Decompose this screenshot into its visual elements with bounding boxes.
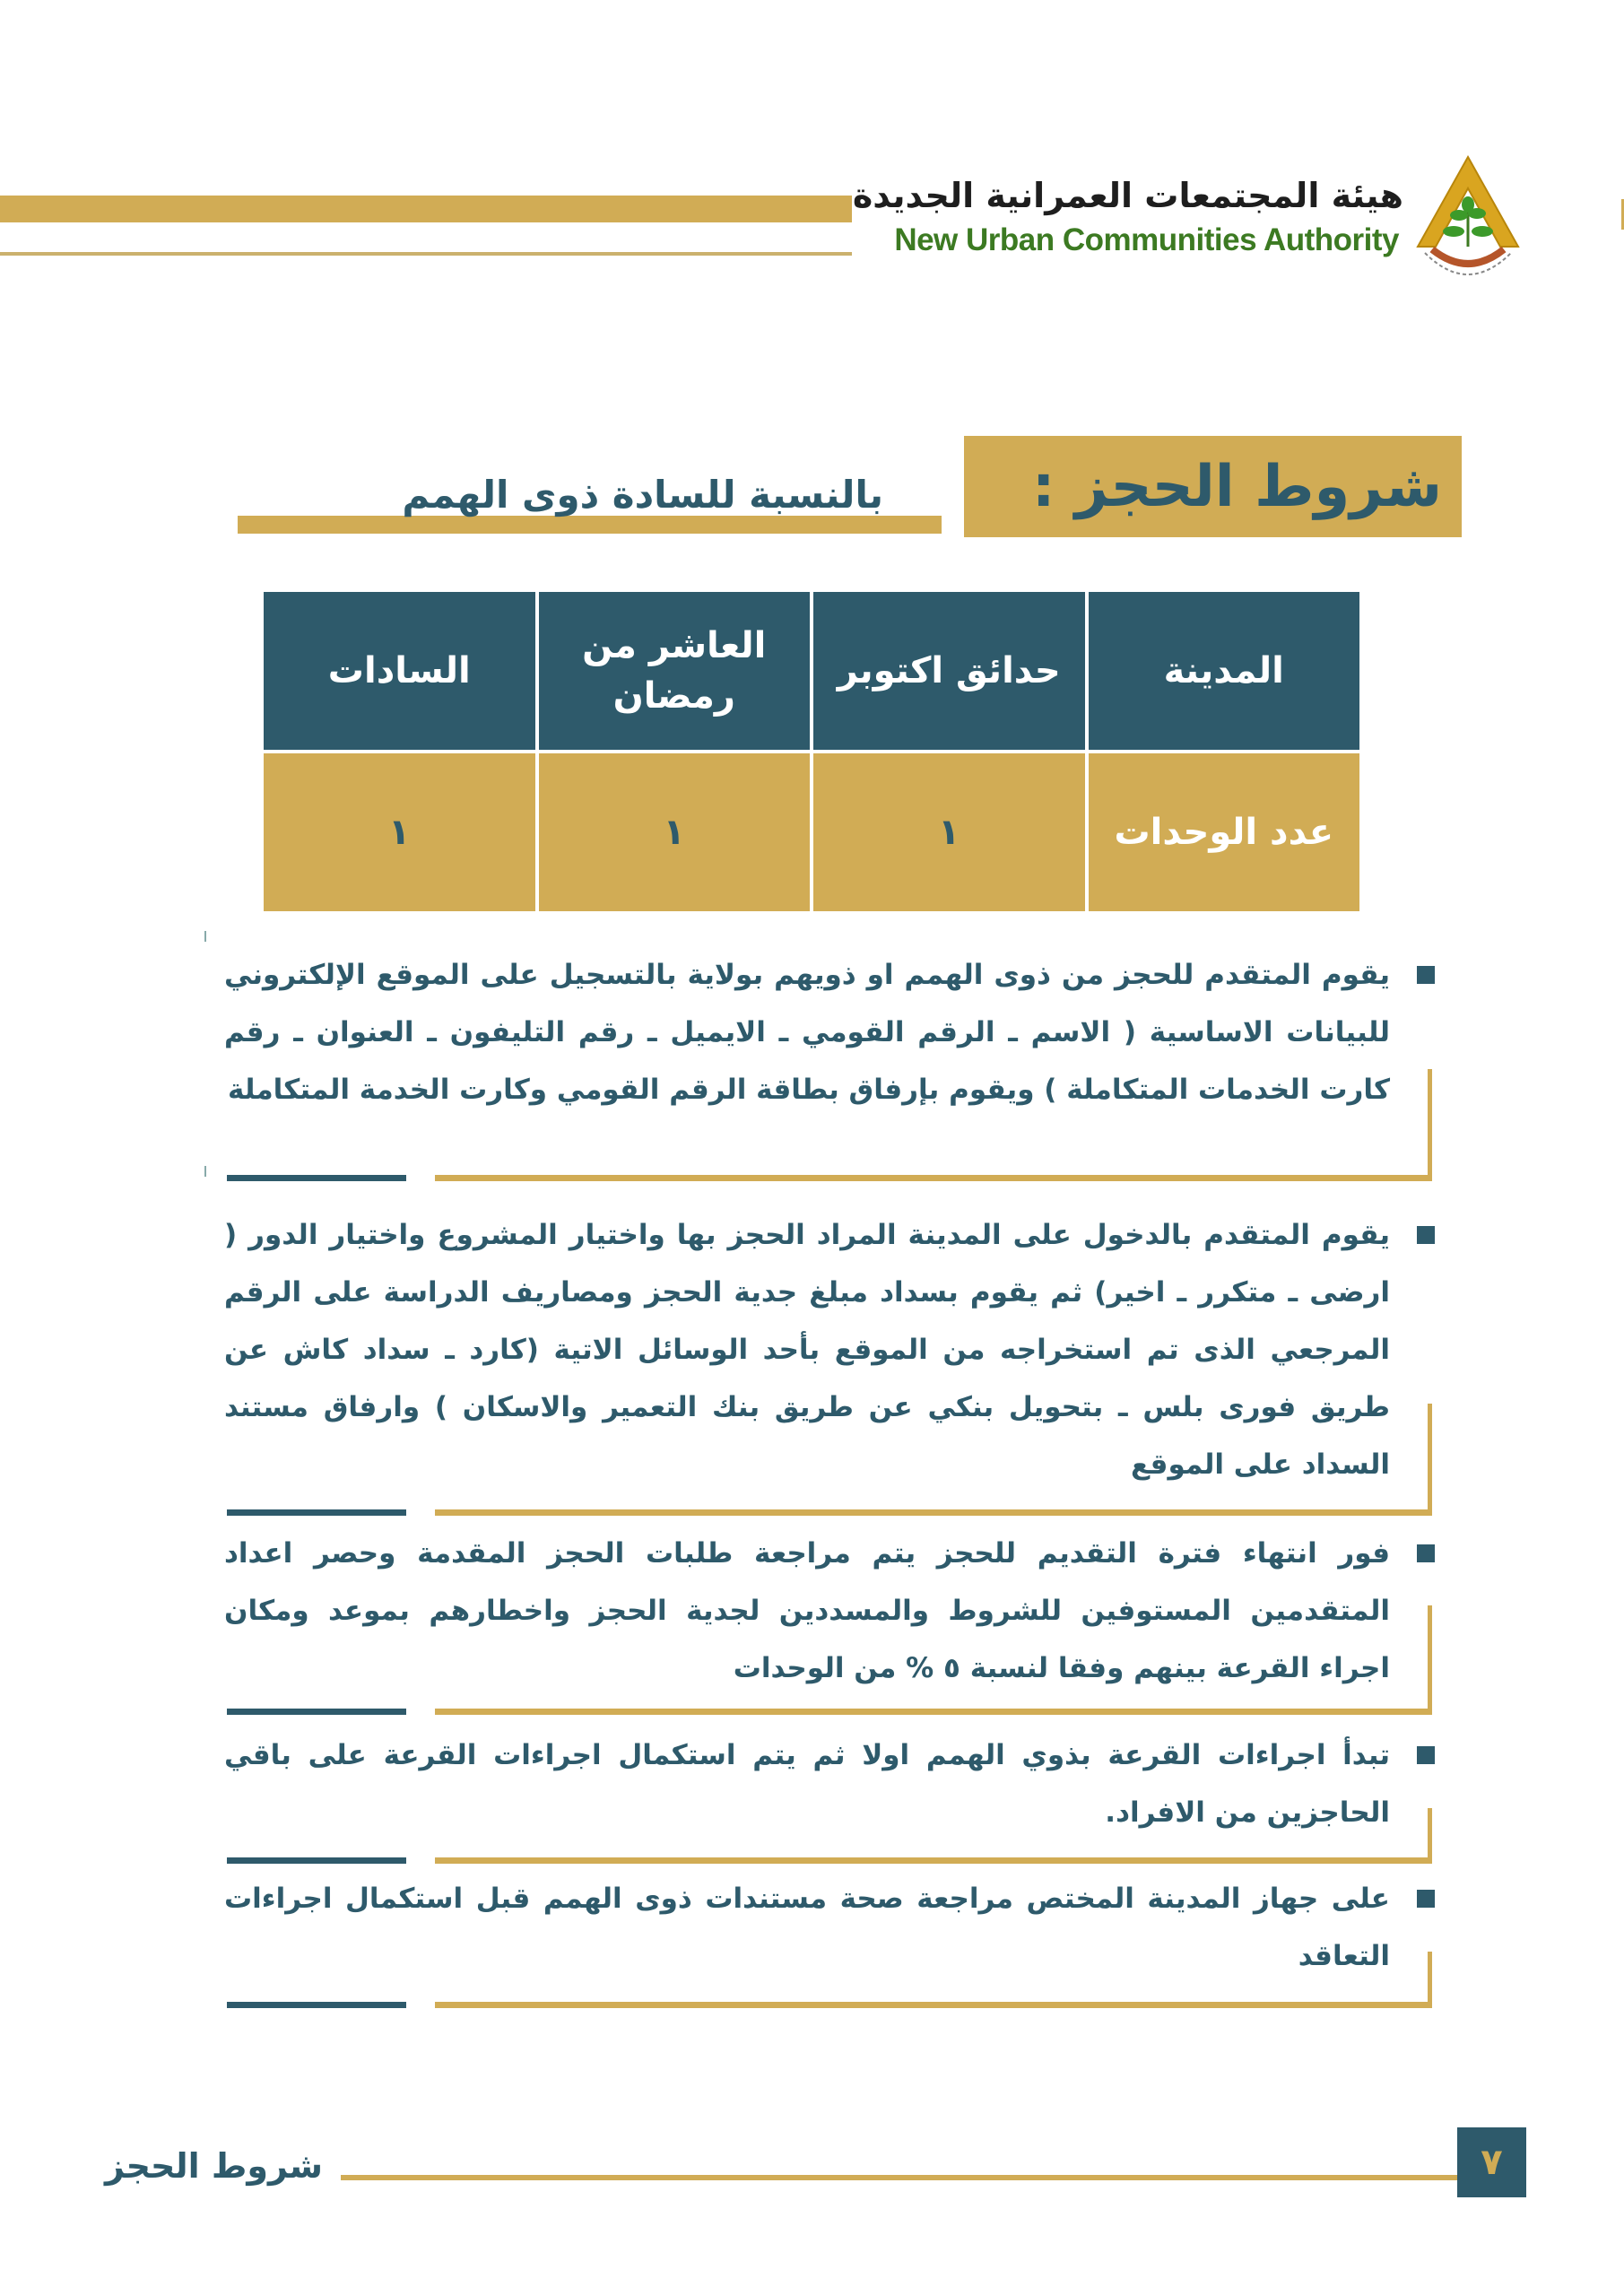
table-header-cell: المدينة [1089, 592, 1360, 750]
header-thin-line [0, 252, 852, 256]
square-bullet-icon [1417, 966, 1435, 984]
footer-section-title: شروط الحجز [104, 2146, 323, 2186]
page-title: شروط الحجز : [1031, 453, 1442, 520]
table-cell: ١ [813, 753, 1085, 911]
condition-text: تبدأ اجراءات القرعة بذوي الهمم اولا ثم يتم استكمال اجراءات القرعة على باقي الحاجزين من الافراد. [224, 1739, 1390, 1829]
table-header-cell: العاشر من رمضان [539, 592, 811, 750]
margin-tick [204, 1166, 206, 1177]
gold-divider [435, 1709, 1432, 1715]
gold-divider [435, 1509, 1432, 1516]
margin-tick [204, 931, 206, 942]
gold-bracket [1428, 1952, 1432, 2007]
table-header-cell: حدائق اكتوبر [813, 592, 1085, 750]
teal-divider [227, 1709, 406, 1715]
title-box [964, 436, 1462, 537]
teal-divider [227, 1509, 406, 1516]
teal-divider [227, 2002, 406, 2008]
gold-divider [435, 1857, 1432, 1864]
page-subtitle: بالنسبة للسادة ذوى الهمم [402, 473, 883, 517]
square-bullet-icon [1417, 1226, 1435, 1244]
condition-text: يقوم المتقدم للحجز من ذوى الهمم او ذويهم بولاية بالتسجيل على الموقع الإلكتروني للبيانات الاساسية ( الاسم ـ الرقم القومي ـ الايميل ـ رقم التليفون ـ العنوان ـ رقم كارت الخدمات المتكاملة ) ويقوم بإرفاق بطاقة الرقم القومي وكارت الخدمة المتكاملة [224, 959, 1390, 1106]
condition-text: فور انتهاء فترة التقديم للحجز يتم مراجعة طلبات الحجز المقدمة وحصر اعداد المتقدمين المستوفين للشروط والمسددين لجدية الحجز واخطارهم بموعد ومكان اجراء القرعة بينهم وفقا لنسبة ٥ % من الوحدات [224, 1537, 1390, 1684]
table-row [264, 753, 1359, 911]
table-row-label: عدد الوحدات [1089, 753, 1360, 911]
condition-item [224, 946, 1435, 1118]
gold-bracket [1428, 1605, 1432, 1713]
gold-divider [435, 1175, 1432, 1181]
square-bullet-icon [1417, 1746, 1435, 1764]
subtitle-underline [238, 516, 942, 534]
teal-divider [227, 1857, 406, 1864]
condition-item [224, 1206, 1435, 1493]
table-header-cell: السادات [264, 592, 535, 750]
org-name-english: New Urban Communities Authority [894, 222, 1399, 257]
org-name-arabic: هيئة المجتمعات العمرانية الجديدة [852, 176, 1403, 215]
nuca-logo-icon [1412, 152, 1524, 287]
footer-gold-line [341, 2175, 1457, 2180]
table-cell: ١ [539, 753, 811, 911]
table-header-row [264, 592, 1359, 750]
gold-bracket [1428, 1069, 1432, 1181]
condition-item [224, 1726, 1435, 1841]
condition-item [224, 1525, 1435, 1697]
table-cell: ١ [264, 753, 535, 911]
condition-text: يقوم المتقدم بالدخول على المدينة المراد الحجز بها واختيار المشروع واختيار الدور ( ارضى ـ متكرر ـ اخير) ثم يقوم بسداد مبلغ جدية الحجز ومصاريف الدراسة على الرقم المرجعي الذى تم استخراجه من الموقع بأحد الوسائل الاتية (كارد ـ سداد كاش عن طريق فورى بلس ـ بتحويل بنكي عن طريق بنك التعمير والاسكان ) وارفاق مستند السداد على الموقع [224, 1219, 1390, 1481]
page-number: ٧ [1457, 2127, 1526, 2197]
units-table [260, 588, 1363, 915]
square-bullet-icon [1417, 1890, 1435, 1908]
gold-bracket [1428, 1404, 1432, 1516]
header-gold-bar [0, 196, 852, 222]
teal-divider [227, 1175, 406, 1181]
gold-bracket [1428, 1808, 1432, 1864]
condition-text: على جهاز المدينة المختص مراجعة صحة مستندات ذوى الهمم قبل استكمال اجراءات التعاقد [224, 1883, 1390, 1972]
square-bullet-icon [1417, 1544, 1435, 1562]
condition-item [224, 1870, 1435, 1985]
gold-divider [435, 2002, 1432, 2008]
